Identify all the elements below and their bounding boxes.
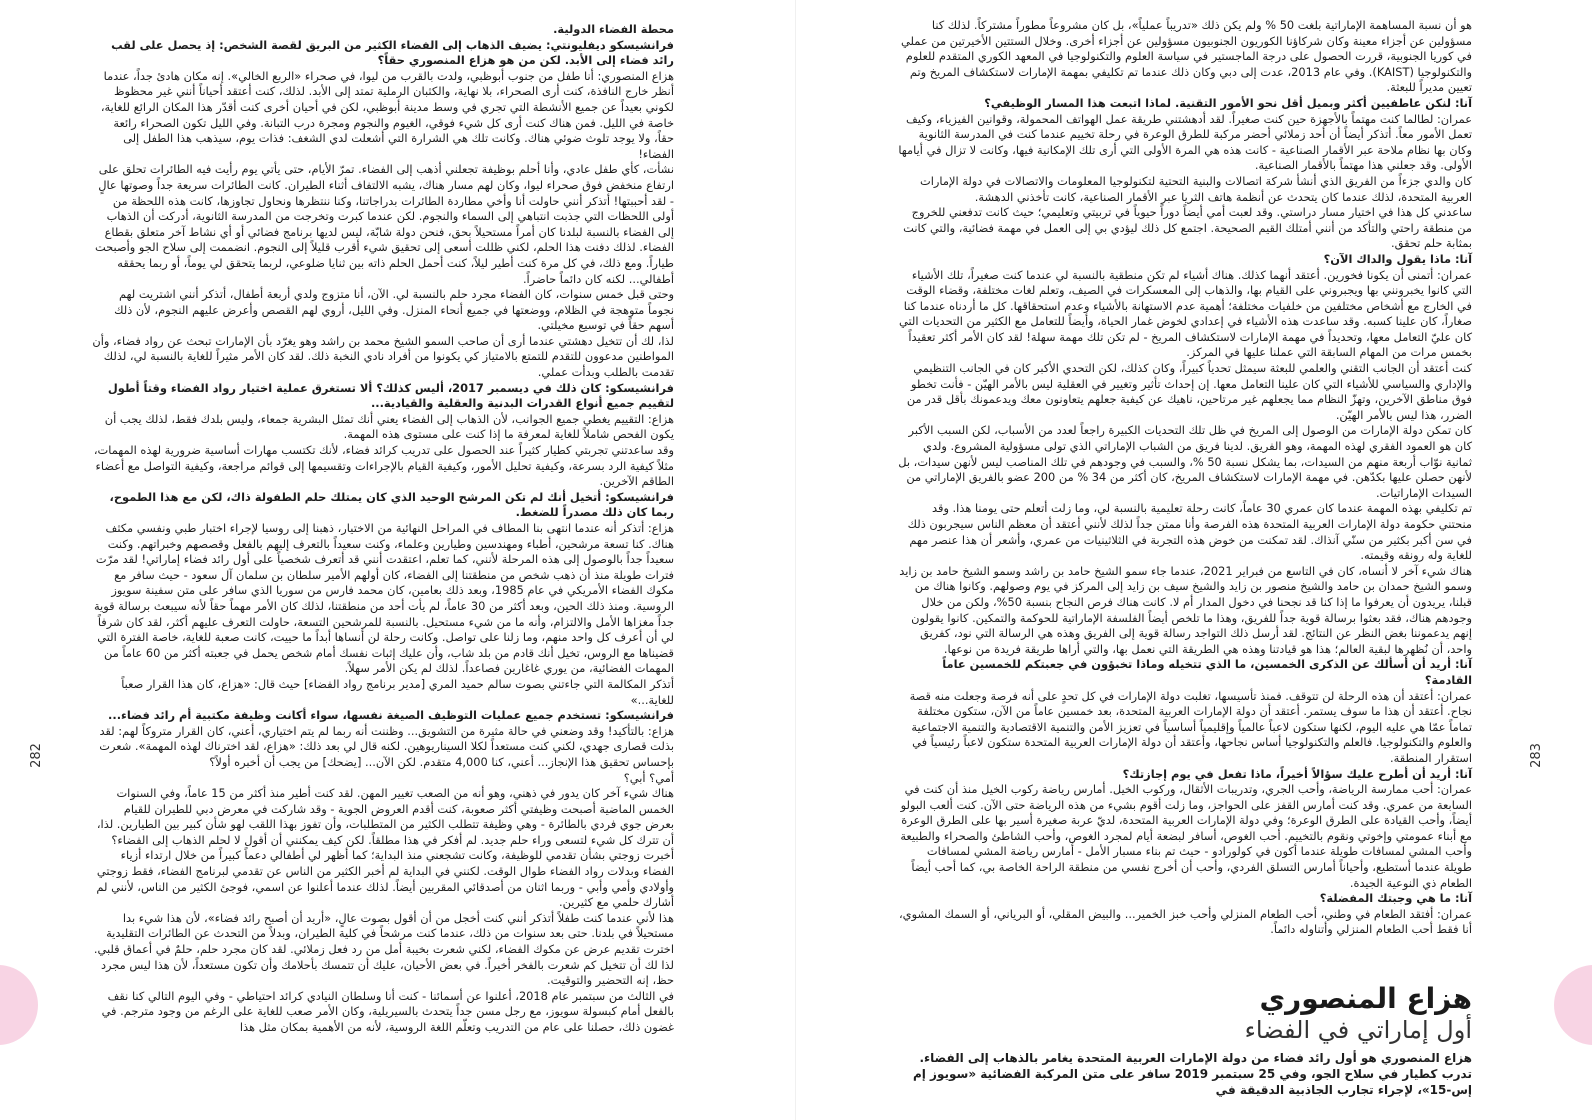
interview-answer: أخبرت زوجتي بشأن تقدمي للوظيفة، وكانت تشجعني منذ البداية؛ كما أظهر لي أطفالي دعماً كبيراً من خلال ارتداء أزياء الفضاء وبدلات رواد الفضاء طوال الوقت. لكنني في البداية لم أخبر الكثير من الناس عن تقدمي لبرنامج الفضاء، فقط زوجتي وأولادي وأمي وأبي - وربما اثنان من أصدقائي المقربين أيضاً. لذلك عندما أعلنوا عن اسمي، فوجئ الكثير من الناس، لأنني لم أشارك حلمي مع كثيرين.	[96, 848, 674, 910]
article-subtitle: أول إماراتي في الفضاء	[1244, 1016, 1472, 1044]
interview-answer: هزاع: أتذكر أنه عندما انتهى بنا المطاف في المراحل النهائية من الاختيار، ذهبنا إلى روسيا لإجراء اختبار طبي ونفسي مكثف هناك. كنا تسعة مرشحين، أطباء ومهندسين وطيارين وعلماء، وكنت سعيداً بالتعرف إليهم بالفعل وقصصهم وخبراتهم. وكنت سعيداً جداً بالوصول إلى هذه المرحلة لأنني، كما تعلم، اعتقدت أنني قد أتعرف شخصياً على أول رائد فضاء إماراتي! لقد مرّت فترات طويلة منذ أن ذهب شخص من منطقتنا إلى الفضاء، كان أولهم الأمير سلطان بن سلمان آل سعود - حيث سافر مع مكوك الفضاء الأمريكي في عام 1985، وبعد ذلك بعامين، كان محمد فارس من سوريا الذي سافر على متن سفينة سويوز الروسية. ومنذ ذلك الحين، وبعد أكثر من 30 عاماً، لم يأت أحد من منطقتنا، لذلك كان الأمر مهماً حقاً لأنه سيبعث برسالة قوية جداً مغزاها الأمل والالتزام، وأنه ما من شيء مستحيل. بالنسبة للمرشحين التسعة، حاولت التعرف عليهم أكثر، لقد كان شرفاً لي أن أعرف كل واحد منهم، وما زلنا على تواصل. وكانت رحلة لن أنساها أبداً ما حييت، كانت صعبة للغاية، خاصة الفترة التي قضيناها مع الروس، تخيل أنك قادم من بلد شاب، وأن عليك إثبات نفسك أمام شخص يحمل في جعبته أكثر من 60 عاماً من المهمات الفضائية، من يوري غاغارين فصاعداً. لذلك لم يكن الأمر سهلاً.	[93, 521, 674, 676]
interview-answer: أتذكر المكالمة التي جاءتني بصوت سالم حميد المري [مدير برنامج رواد الفضاء] حيث قال: «هزاع، كان هذا القرار صعباً للغاية...»	[121, 676, 674, 707]
page-number-left: 282	[28, 743, 44, 768]
interview-question: آنا: ماذا يقول والداك الآن؟	[1323, 251, 1472, 266]
interview-answer: كان والدي جزءاً من الفريق الذي أنشأ شركة اتصالات والبنية التحتية لتكنولوجيا المعلومات والاتصالات في دولة الإمارات العربية المتحدة، لذلك عندما كان يتحدث عن أنظمة هاتف الثريا عبر الأقمار الصناعية، كانت تأخذني الدهشة.	[919, 173, 1472, 204]
interview-answer: هزاع: بالتأكيد! وقد وضعني في حالة مثيرة من التشويق... وظننت أنه ربما لم يتم اختياري، أعني، كان القرار متروكاً لهم: لقد بذلت قصارى جهدي، لكني كنت مستعداً لكلا السيناريوهين. لكنه قال لي بعد ذلك: «هزاع، لقد اخترناك لهذه المهمة». شعرت بإحساس تحقيق هذا الإنجاز... أعني، كنا 4,000 متقدم. لكن الآن... [يضحك] من يجب أن أخبره أولاً؟	[99, 723, 674, 769]
interview-answer: هزاع: التقييم يغطي جميع الجوانب، لأن الذهاب إلى الفضاء يعني أنك تمثل البشرية جمعاء، وليس بلدك فقط، لذلك يجب أن يكون الفحص شاملاً للغاية لمعرفة ما إذا كنت على مستوى هذه المهمة.	[104, 411, 674, 442]
interview-question: فرانشيسكو: كان ذلك في ديسمبر 2017، أليس كذلك؟ ألا تستغرق عملية اختيار رواد الفضاء وقتاً أطول لتقييم جميع أنواع القدرات البدنية والعقلية والقيادية...	[107, 380, 674, 411]
interview-answer: هناك شيء آخر كان يدور في ذهني، وهو أنه من الصعب تغيير المهن. لقد كنت أطير منذ أكثر من 15 عاماً، وفي السنوات الخمس الماضية أصبحت وظيفتي أكثر صعوبة، كنت أقدم العروض الجوية - وقد شاركت في معرض دبي للطيران للقيام بعرض جوي فردي بالطائرة - وهي وظيفة تتطلب الكثير من المتطلبات، وأن تفوز بهذا اللقب لهو شأن كبير بين الطيارين. لذا، أن تترك كل شيء لتسعى وراء حلم جديد. لم أفكر في هذا مطلقاً. لكن كيف يمكنني أن أقول لا لحلم الذهاب إلى الفضاء؟	[96, 786, 674, 847]
interview-question: فرانشيسكو: أتخيل أنك لم تكن المرشح الوحيد الذي كان يمتلك حلم الطفولة ذاك، لكن مع هذا الطموح، ربما كان ذلك مصدراً للضغط.	[109, 489, 674, 520]
interview-answer: تم تكليفي بهذه المهمة عندما كان عمري 30 عاماً، كانت رحلة تعليمية بالنسبة لي، وما زلت أتعلم حتى يومنا هذا. وقد منحتني حكومة دولة الإمارات العربية المتحدة هذه الفرصة وأنا ممتن جداً لذلك لأنني أعتقد أن معظم الناس سيجربون ذلك في سن أكبر بكثير من سنّي آنذاك. لقد تمكنت من خوض هذه التجربة في الثلاثينيات من عمري، وأشعر أن هذا عنصر مهم للغاية وله رونقه وقيمته.	[907, 501, 1472, 563]
interview-answer: عمران: أعتقد أن هذه الرحلة لن تتوقف. فمنذ تأسيسها، تغلبت دولة الإمارات في كل تحدٍ على أنه فرصة وجعلت منه قصة نجاح. أعتقد أن هذا ما سوف يستمر. أعتقد أن دولة الإمارات العربية المتحدة، بعد خمسين عاماً من الآن، ستكون مختلفة تماماً عمّا هي عليه اليوم، لكنها ستكون لاعباً عالمياً وإقليمياً أساسياً في تعزيز الأمن والتنمية الاقتصادية والتنمية الاجتماعية والعلوم والتكنولوجيا. فالعلم والتكنولوجيا أساس نجاحها، وأعتقد أن دولة الإمارات العربية المتحدة ستكون لاعباً رئيسياً في استقرار المنطقة.	[909, 688, 1472, 765]
pink-circle-decoration	[1554, 965, 1592, 1045]
interview-answer: هو أن نسبة المساهمة الإماراتية بلغت 50 % ولم يكن ذلك «تدريباً عملياً»، بل كان مشروعاً مطوراً مشتركاً. لذلك كنا مسؤولين عن أجزاء معينة وكان شركاؤنا الكوريون الجنوبيون مسؤولين عن أجزاء أخرى. وخلال الستتين الأخيرتين من عملي في كوريا الجنوبية، قررت الحصول على درجة الماجستير في سياسة العلوم والتكنولوجيا في المعهد الكوري المتقدم للعلوم والتكنولوجيا (KAIST). وفي عام 2013، عدت إلى دبي وكان ذلك عندما تم تكليفي بمهمة الإمارات لاستكشاف المريخ وتم تعيين مديراً للبعثة.	[901, 18, 1472, 95]
interview-answer: عمران: أفتقد الطعام في وطني، أحب الطعام المنزلي وأحب خبز الخمير... والبيض المقلي، أو البرياني، أو السمك المشوي، أنا فقط أحب الطعام المنزلي وأتناوله دائماً.	[899, 906, 1472, 937]
article-intro: هزاع المنصوري هو أول رائد فضاء من دولة الإمارات العربية المتحدة يغامر بالذهاب إلى الفضاء. تدرب كطيار في سلاح الجو، وفي 25 سبتمبر 2019 سافر على متن المركبة الفضائية «سويوز إم إس-15»، لإجراء تجارب الجاذبية الدقيقة في	[912, 1051, 1472, 1097]
interview-answer: وقد ساعدتني تجربتي كطيار كثيراً عند الحصول على تدريب كرائد فضاء، لأنك تكتسب مهارات أساسية ضرورية لهذه المهمات، مثلاً كيفية الرد بسرعة، وكيفية تحليل الأمور، وكيفية القيام بالإجراءات وتقسيمها إلى قوائم مراجعة، وكيفية التواصل مع أعضاء الطاقم الآخرين.	[93, 443, 674, 489]
interview-answer: هناك شيء آخر لا أنساه، كان في التاسع من فبراير 2021، عندما جاء سمو الشيخ حامد بن راشد وسمو الشيخ حامد بن زايد وسمو الشيخ حمدان بن حامد والشيخ منصور بن زايد والشيخ سيف بن زايد إلى المركز في يوم وصولهم. وكانوا هناك من قبلنا، يريدون أن يعرفوا ما إذا كنا قد نجحنا في دخول المدار أم لا. كانت هناك فرص النجاح بنسبة 50%، ولكن من خلال وجودهم هناك، فقد بعثوا برسالة قوية جداً للفريق، وهذا ما تلخص أيضاً الفلسفة الإماراتية للحوكمة والتمكين. كانوا يقولون إنهم يدعموننا بغض النظر عن النتائج. لقد أرسل ذلك التواجد رسالة قوية إلى الفريق وهذه هي الرسالة التي نود، كفريق واحد، أن نُظهرها لبقية العالم؛ هذا هو قيادتنا وهذه هي الطريقة التي نعمل بها، والتي أراها طريقة فريدة من نوعها.	[899, 563, 1472, 656]
pink-circle-decoration	[0, 965, 38, 1045]
interview-question: آنا: أريد أن أسألك عن الذكرى الخمسين، ما الذي تتخيله وماذا تخبؤون في جعبتكم للخمسين عاماً القادمة؟	[942, 657, 1472, 687]
interview-question: آنا: لنكن عاطفيين أكثر وبميل أقل نحو الأمور التقنية. لماذا اتبعت هذا المسار الوظيفي؟	[984, 95, 1472, 110]
interview-answer: في الثالث من سبتمبر عام 2018، أعلنوا عن أسمائنا - كنت أنا وسلطان النيادي كرائد احتياطي - وفي اليوم التالي كنا نقف بالفعل أمام كبسولة سويوز، مع رجل مسن جداً يتحدث بالسيريلية، وكان الأمر صعب للغاية على الرغم من وجود مترجم. في غضون ذلك، حصلنا على عام من التدريب وتعلّم اللغة الروسية، لأنه من الأهمية بمكان مثل هذا	[101, 988, 674, 1034]
interview-answer: هذا لأني عندما كنت طفلاً أتذكر أنني كنت أخجل من أن أقول بصوت عالٍ، «أريد أن أصبح رائد فضاء»، لأن هذا شيء بدا مستحيلاً في بلدنا. حتى بعد سنوات من ذلك، عندما كنت مرشحاً في كلية الطيران، وبدلاً من التحدث عن الطائرات التقليدية اخترت تقديم عرض عن مكوك الفضاء، لكني شعرت بخيبة أمل من رد فعل زملائي. لقد كان مجرد حلم، حلمٌ في أعماق قلبي. لذا لك أن تتخيل كم شعرت بالفخر أخيراً. في بعض الأحيان، عليك أن تتمسك بأحلامك وأن تكون مستعداً، لأن هذا ليس مجرد حظ، إنه التحضير والتوقيت.	[93, 910, 674, 988]
interview-answer: ساعدني كل هذا في اختيار مسار دراستي. وقد لعبت أمي أيضاً دوراً حيوياً في تربيتي وتعليمي؛ حيث كانت تدفعني للخروج من منطقة راحتي والتأكد من أنني أمتلك القيم الصحيحة. اجتمع كل ذلك ليؤدي بي إلى العمل في مهمة فضائية، والتي كانت بمثابة حلم تحقق.	[903, 205, 1472, 251]
interview-answer: نشأت، كأي طفل عادي، وأنا أحلم بوظيفة تجعلني أذهب إلى الفضاء. تمرّ الأيام، حتى يأتي يوم رأيت فيه الطائرات تحلق على ارتفاع منخفض فوق صحراء ليوا، وكان لهم مسار هناك، يشبه الالتفاف أثناء الطيران. كانت الطائرات سريعة جداً وصوتها عالٍ - لقد أحببتها! أتذكر أنني حاولت أنا وأخي مطاردة الطائرات بدراجاتنا، وكنا ننتظرها ونحاول تجاوزها، كانت هذه اللحظة من أولى اللحظات التي جذبت انتباهي إلى السماء والنجوم. لكن عندما كبرت وتخرجت من المدرسة الثانوية، أدركت أن الذهاب إلى الفضاء بالنسبة لبلدنا كان أمراً مستحيلاً بحق، فنحن دولة شابّة، ليس لديها برنامج فضائي أو أي نشاط آخر متعلق بقطاع الفضاء. لذلك دفنت هذا الحلم، لكني ظللت أسعى إلى تحقيق شيء أقرب قليلاً إلى النجوم. انضممت إلى سلاح الجو وأصبحت طياراً. ومع ذلك، في كل مرة كنت أطير ليلاً، كنت أحمل الحلم ذاته بين ثنايا ضلوعي، لربما يتحقق لي يوماً، أو ربما يحققه أطفالي... لكنه كان دائماً حاضراً.	[94, 162, 674, 286]
interview-question: فرانشيسكو ديفليونتي: يضيف الذهاب إلى الفضاء الكثير من البريق لقصة الشخص: إذ يحصل على لقب رائد فضاء إلى الأبد. لكن من هو هزاع المنصوري حقاً؟	[111, 37, 674, 68]
interview-answer: وحتى قبل خمس سنوات، كان الفضاء مجرد حلم بالنسبة لي. الآن، أنا متزوج ولدي أربعة أطفال، أتذكر أنني اشتريت لهم نجوماً متوهجة في الظلام، ووضعتها في جميع أنحاء المنزل. وفي الليل، أروي لهم القصص وأعرض عليهم النجوم، لأن ذلك أسهم حقاً في توسيع مخيلتي.	[114, 287, 674, 333]
interview-answer: عمران: أحب ممارسة الرياضة، وأحب الجري، وتدريبات الأثقال، وركوب الخيل. أمارس رياضة ركوب الخيل منذ أن كنت في السابعة من عمري. وقد كنت أمارس القفز على الحواجز، وما زلت أقوم بشيء من هذه الرياضة حتى الآن. كنت ألعب البولو أيضاً، وأحب القيادة على الطرق الوعرة؛ وفي دولة الإمارات العربية المتحدة، لديّ عربة صغيرة أسير بها على الطرق الوعرة مع أبناء عمومتي وإخوتي ونقوم بالتخييم. أحب الغوص، أسافر لبضعة أيام لمجرد الغوص، وأحب الشاطئ والصحراء والطبيعة وأحب المشي لمسافات طويلة عندما أكون في كولورادو - حيث تم بناء مسبار الأمل - أمارس رياضة المشي لمسافات طويلة عندما أستطيع، وأحياناً أمارس التسلق الفردي، وأحب أن أخرج نفسي من منطقة الراحة الخاصة بي، كما أحب أيضاً الطعام ذي النوعية الجيدة.	[900, 782, 1472, 890]
interview-question: آنا: أريد أن أطرح عليك سؤالاً أخيراً، ماذا تفعل في يوم إجازتك؟	[1122, 766, 1472, 781]
interview-question: محطة الفضاء الدولية.	[553, 22, 674, 36]
article-title-block	[912, 982, 1472, 1044]
interview-answer: عمران: أتمنى أن يكونا فخورين. أعتقد أنهما كذلك. هناك أشياء لم تكن منطقية بالنسبة لي عندما كنت صغيراً، تلك الأشياء التي كانوا يخبرونني بها ويجبروني على القيام بها، والذهاب إلى المعسكرات في الصيف، وتعلم لغات مختلفة، وقضاء الوقت في الخارج مع أشخاص مختلفين من خلفيات مختلفة؛ أهمية عدم الاستهانة بالأشياء وعدم استحقاقها. كل ما أردناه عندما كنا صغاراً، كان علينا كسبه. وقد ساعدت هذه الأشياء في إعدادي لخوض غمار الحياة، وأيضاً للتعامل مع الكثير من التحديات التي كان عليّ التعامل معها، وتحديداً في مهمة الإمارات لاستكشاف المريخ - لم تكن تلك مهمة سهلة! لقد كان الأمر أكثر تعقيداً بخمس مرات من المهام السابقة التي عملنا عليها في المركز.	[898, 267, 1472, 360]
interview-answer: أمي؟ أبي؟	[623, 770, 674, 785]
interview-answer: لذا، لك أن تتخيل دهشتي عندما أرى أن صاحب السمو الشيخ محمد بن راشد وهو يغرّد بأن الإمارات تبحث عن رواد فضاء، وأن المواطنين مدعوون للتقدم للتمتع بالامتياز كي يكونوا من أفراد نادي النخبة ذلك. لقد كان الأمر مثيراً للغاية بالنسبة لي، لذلك تقدمت بالطلب وبدأت عملي.	[92, 333, 674, 380]
interview-answer: عمران: لطالما كنت مهتماً بالأجهزة حين كنت صغيراً. لقد أدهشتني طريقة عمل الهواتف المحمولة، وقوانين الفيزياء، وكيف تعمل الأمور معاً. أتذكر أيضاً أن أحد زملائي أحضر مركبة للطرق الوعرة في رحلة تخييم عندما كنت في المدرسة الثانوية وكان بها نظام ملاحة عبر الأقمار الصناعية - كانت هذه هي المرة الأولى التي أرى تلك الإمكانية فيها، وكانت لا تزال في أيامها الأولى. وقد جعلني هذا مهتماً بالأقمار الصناعية.	[898, 111, 1472, 173]
article-title: هزاع المنصوري	[1259, 982, 1472, 1015]
interview-question: فرانشيسكو: تستخدم جميع عمليات التوظيف الصيغة نفسها، سواء أكانت وظيفة مكتبية أم رائد فضاء...	[108, 708, 674, 723]
page-number-right: 283	[1528, 743, 1544, 768]
right-article-column	[898, 18, 1472, 938]
interview-answer: كنت أعتقد أن الجانب التقني والعلمي للبعثة سيمثل تحدياً كبيراً، وكان كذلك، لكن التحدي الأكبر كان في الجانب التنظيمي والإداري والسياسي للأشياء التي كان علينا التعامل معها. إن إحداث تأثير وتغيير في العقلية ليس بالأمر الهيّن - فأنت تخطو فوق مناطق الآخرين، وتهزّ النظام مما يجعلهم غير مرتاحين، ناهيك عن كيفية جعلهم يتعاونون معك ويدعمونك بأقل قدر من الضرر، هذا ليس بالأمر الهيّن.	[906, 361, 1472, 422]
left-article-column	[92, 22, 674, 1036]
right-page	[796, 0, 1592, 1120]
interview-answer: كان تمكن دولة الإمارات من الوصول إلى المريخ في ظل تلك التحديات الكبيرة راجعاً لعدد من الأسباب، لكن السبب الأكبر كان هو العمود الفقري لهذه المهمة، وهو الفريق. لدينا فريق من الشباب الإماراتي الذي تولى مسؤولية المشروع. ولدي ثمانية نوّاب أربعة منهم من السيدات، بما يشكل نسبة 50 %، والسبب في وجودهم في تلك المناصب ليس لأنهن سيدات، بل لأنهن حصلن عليها بكدّهن. في مهمة الإمارات لاستكشاف المريخ، كان أكثر من 34 % من 200 عضو بالفريق الإماراتي من السيدات الإماراتيات.	[898, 423, 1472, 500]
interview-question: آنا: ما هي وجبتك المفضلة؟	[1319, 891, 1472, 906]
interview-answer: هزاع المنصوري: أنا طفل من جنوب أبوظبي، ولدت بالقرب من ليوا، في صحراء «الربع الخالي». إنه مكان هادئ جداً، عندما أنظر خارج النافذة، كنت أرى الصحراء، بلا نهاية، والكثبان الرملية تمتد إلى الأبد. لذلك، كنت أعتقد أحياناً أنني غير محظوظ لكوني بعيداً عن جميع الأنشطة التي تجري في وسط مدينة أبوظبي، لكن في أحيان أخرى كنت أقدّر هذا المكان الرائع للغاية، خاصة في الليل. فمن هناك كنت أرى كل شيء فوقي، الغيوم والنجوم ومجرة درب التبانة. وفي الليل تكون الصحراء رائعة حقاً، ولا يوجد تلوث ضوئي هناك. وكانت تلك هي الشرارة التي أشعلت لدي الشغف: فذات يوم، سيذهب هذا الطفل إلى الفضاء!	[100, 68, 674, 161]
